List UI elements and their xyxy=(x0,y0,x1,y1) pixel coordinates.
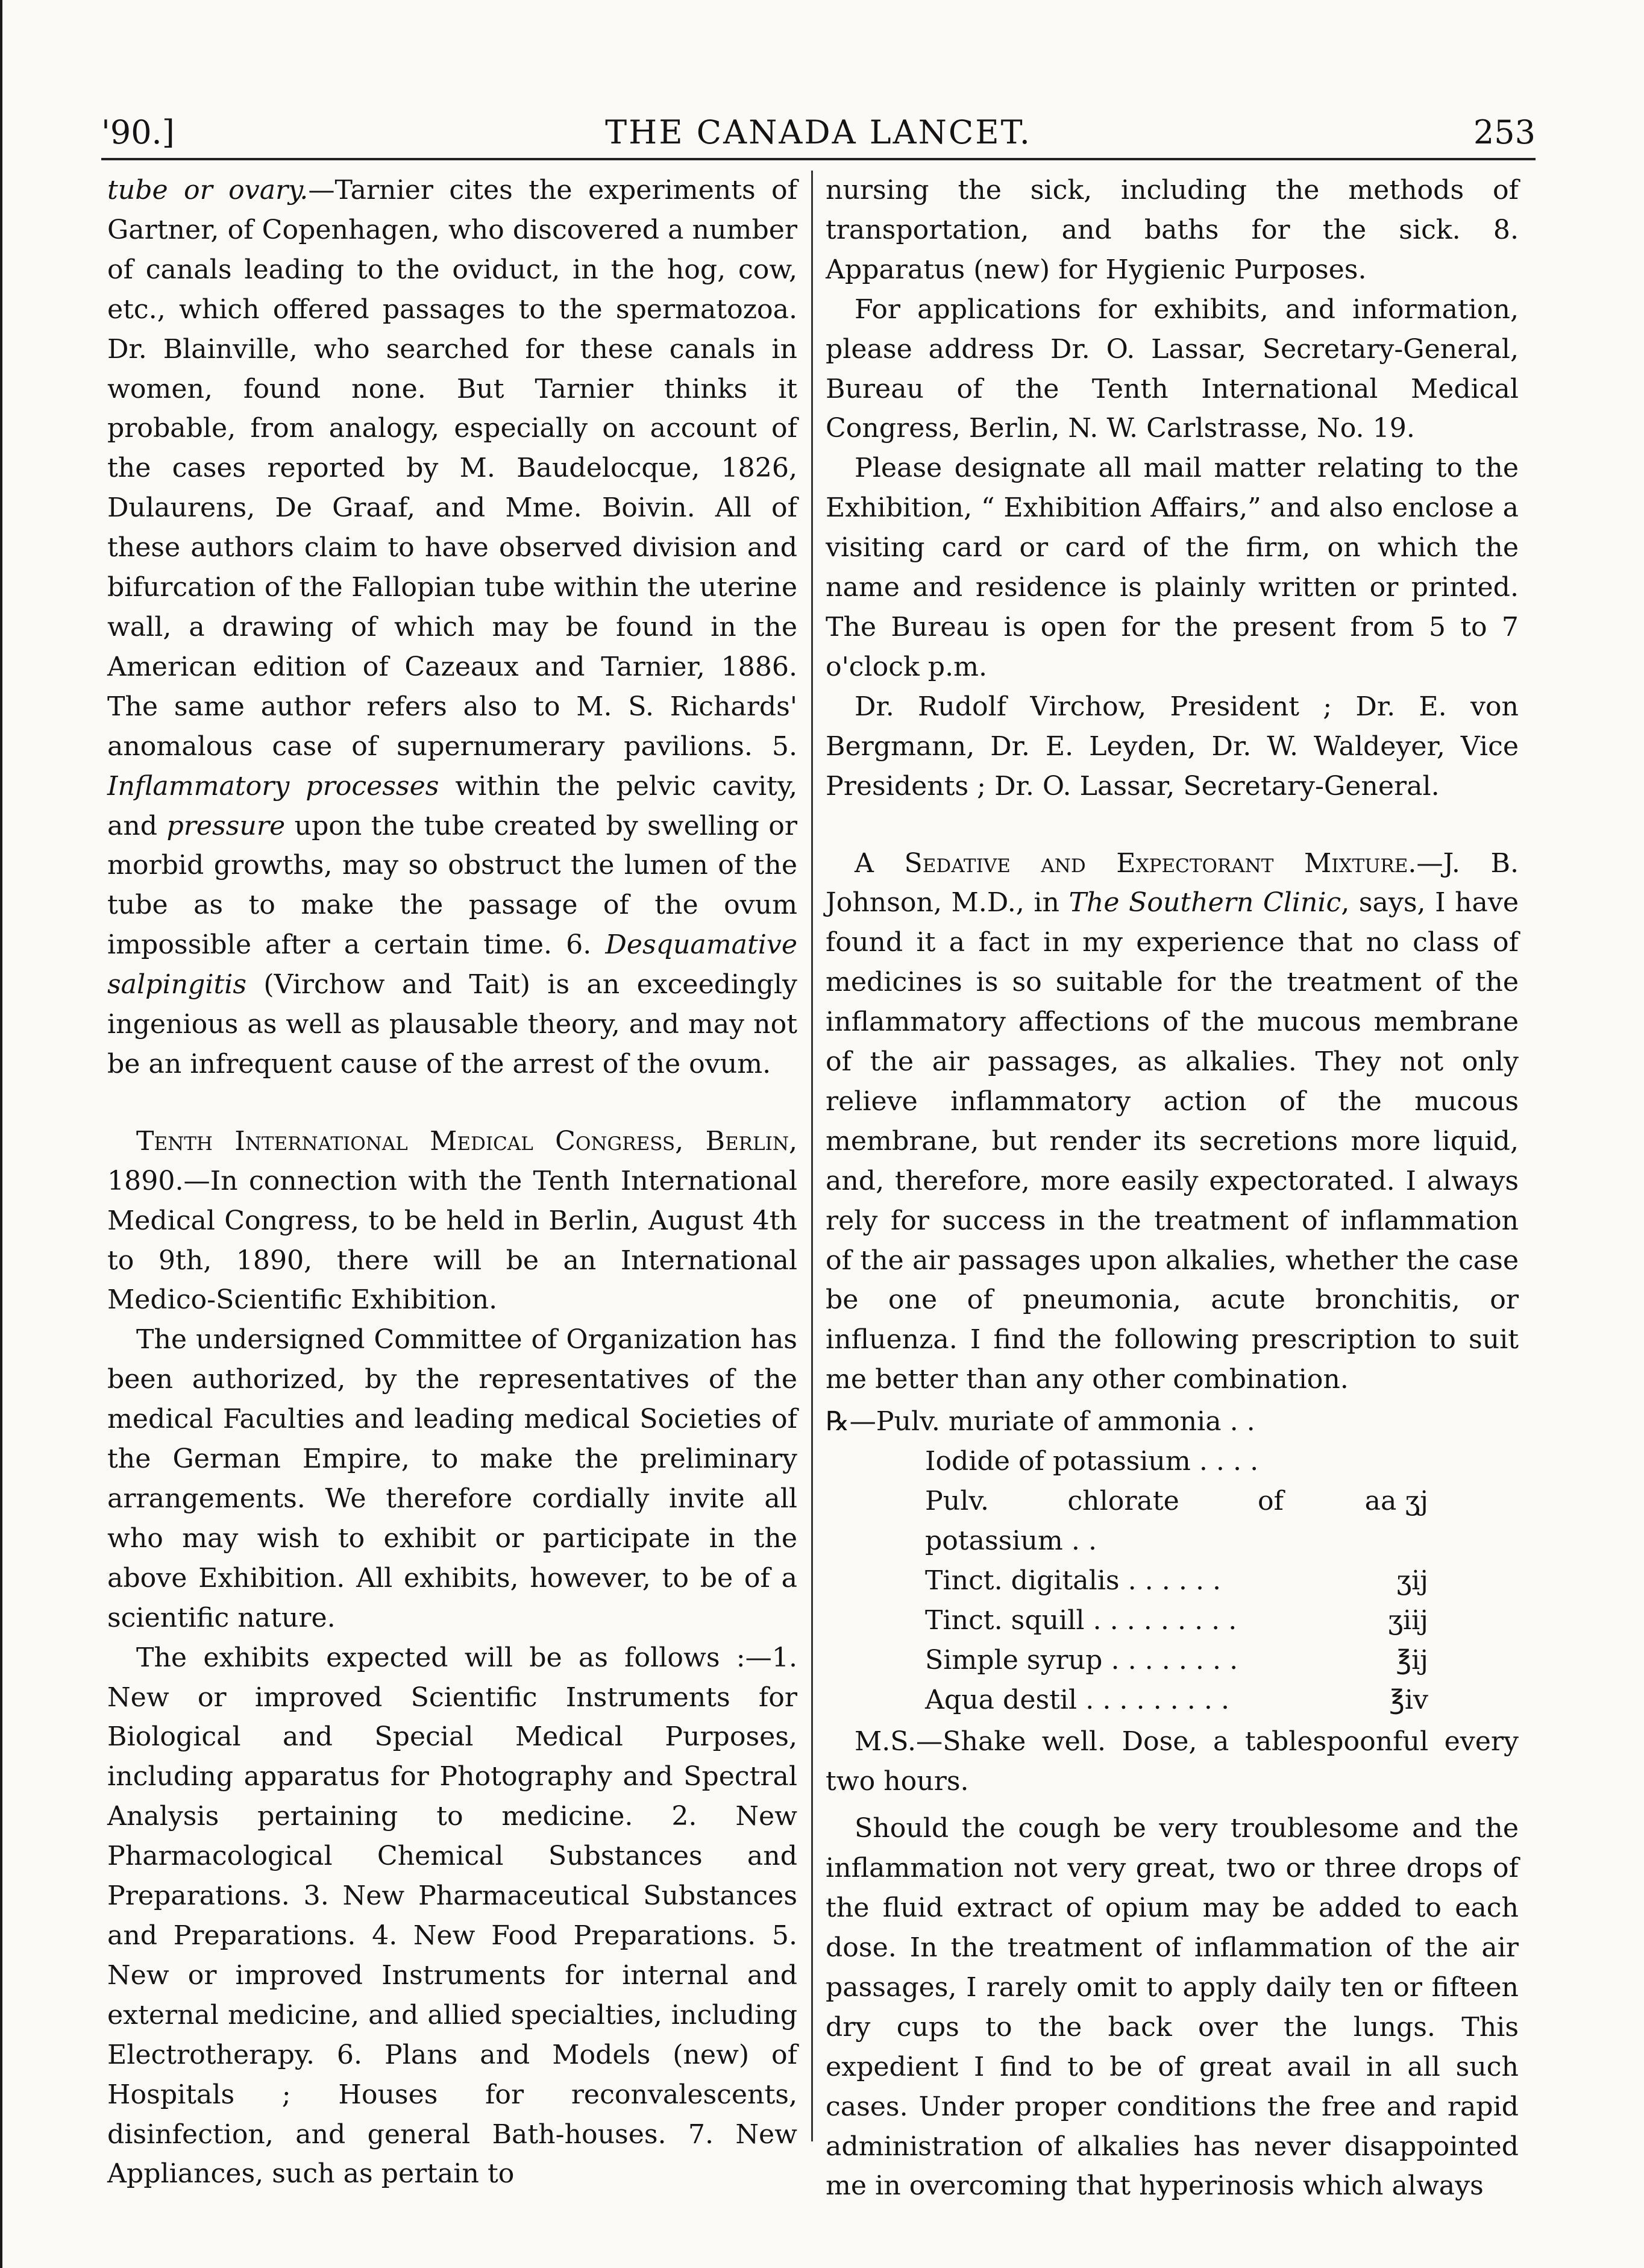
prescription-row: Pulv. chlorate of potassium . . aa ʒj xyxy=(925,1486,1428,1556)
prescription-row: Tinct. digitalis . . . . . . ʒij xyxy=(925,1565,1428,1596)
prescription-row: Iodide of potassium . . . . xyxy=(925,1446,1259,1477)
right-column xyxy=(826,171,1519,2206)
prescription-row: ℞—Pulv. muriate of ammonia . . xyxy=(826,1406,1255,1437)
header-rule xyxy=(101,158,1536,160)
cough-paragraph: Should the cough be very troublesome and the inflammation not very great, two or three drops of the fluid extract of opium may be added to each dose. In the treatment of inflammation of the air passages, I rarely omit to apply daily ten or fifteen dry cups to the back over the lungs. This expedient I find to be of great avail in all such cases. Under proper conditions the free and rapid administration of alkalies has never disappointed me in overcoming that hyperinosis which always xyxy=(826,1813,1519,2202)
mail-paragraph: Please designate all mail matter relating to the Exhibition, “ Exhibition Affairs,” and also enclose a visiting card or card of the firm, on which the name and residence is plainly written or printed. The Bureau is open for the present from 5 to 7 o'clock p.m. xyxy=(826,453,1519,682)
officers-paragraph: Dr. Rudolf Virchow, President ; Dr. E. von Bergmann, Dr. E. Leyden, Dr. W. Waldeyer, Vice Presidents ; Dr. O. Lassar, Secretary-General. xyxy=(826,691,1519,802)
page-binding-edge xyxy=(0,0,18,2268)
exhibits-paragraph: The exhibits expected will be as follows :—1. New or improved Scientific Instruments for Biological and Special Medical Purposes, including apparatus for Photography and Spectral Analysis pertaining to medicine. 2. New Pharmacological Chemical Substances and Preparations. 3. New Pharmaceutical Substances and Preparations. 4. New Food Preparations. 5. New or improved Instruments for internal and external medicine, and allied specialties, including Electrotherapy. 6. Plans and Models (new) of Hospitals ; Houses for reconvalescents, disinfection, and general Bath-houses. 7. New Appliances, such as pertain to xyxy=(107,1642,797,2190)
applications-paragraph: For applications for exhibits, and information, please address Dr. O. Lassar, Secretary-General, Bureau of the Tenth International Medical Congress, Berlin, N. W. Carlstrasse, No. 19. xyxy=(826,294,1519,444)
article-heading: A Sedative and Expectorant Mixture. xyxy=(855,847,1417,879)
running-header xyxy=(101,108,1536,157)
tarnier-paragraph: tube or ovary.—Tarnier cites the experiments of Gartner, of Copenhagen, who discovered a number of canals leading to the oviduct, in the hog, cow, etc., which offered passages to the spermatozoa. Dr. Blainville, who searched for these canals in women, found none. But Tarnier thinks it probable, from analogy, especially on account of the cases reported by M. Baudelocque, 1826, Dulaurens, De Graaf, and Mme. Boivin. All of these authors claim to have observed division and bifurcation of the Fallopian tube within the uterine wall, a drawing of which may be found in the American edition of Cazeaux and Tarnier, 1886. The same author refers also to M. S. Richards' anomalous case of supernumerary pavilions. 5. Inflammatory processes within the pelvic cavity, and pressure upon the tube created by swelling or morbid growths, may so obstruct the lumen of the tube as to make the passage of the ovum impossible after a certain time. 6. Desquamative salpingitis (Virchow and Tait) is an exceedingly ingenious as well as plausable theory, and may not be an infrequent cause of the arrest of the ovum. xyxy=(107,175,798,1079)
article-heading: Tenth International Medical Congress, Berlin, 1890. xyxy=(107,1125,797,1196)
nursing-paragraph: nursing the sick, including the methods of transportation, and baths for the sick. 8. Apparatus (new) for Hygienic Purposes. xyxy=(826,175,1519,285)
committee-paragraph: The undersigned Committee of Organization has been authorized, by the representatives of the medical Faculties and leading medical Societies of the German Empire, to make the preliminary arrangements. We therefore cordially invite all who may wish to exhibit or participate in the above Exhibition. All exhibits, however, to be of a scientific nature. xyxy=(107,1324,797,1633)
congress-article: Tenth International Medical Congress, Berlin, 1890.—In connection with the Tenth International Medical Congress, to be held in Berlin, August 4th to 9th, 1890, there will be an International Medico-Scientific Exhibition. xyxy=(107,1125,797,1316)
sedative-article: A Sedative and Expectorant Mixture.—J. B. Johnson, M.D., in The Southern Clinic, says, I have found it a fact in my experience that no class of medicines is so suitable for the treatment of the inflammatory affections of the mucous membrane of the air passages, as alkalies. They not only relieve inflammatory action of the mucous membrane, but render its secretions more liquid, and, therefore, more easily expectorated. I always rely for success in the treatment of inflammation of the air passages upon alkalies, whether the case be one of pneumonia, acute bronchitis, or influenza. I find the following prescription to suit me better than any other combination. xyxy=(826,847,1519,1395)
page-number: 253 xyxy=(1473,113,1536,151)
volume-year: '90.] xyxy=(101,113,175,151)
directions-paragraph: M.S.—Shake well. Dose, a tablespoonful every two hours. xyxy=(826,1726,1519,1797)
left-column xyxy=(107,171,797,2194)
section-lead: tube or ovary. xyxy=(107,175,309,206)
prescription-row: Aqua destil . . . . . . . . . ℥iv xyxy=(925,1684,1428,1715)
prescription-row: Tinct. squill . . . . . . . . . ʒiij xyxy=(925,1604,1428,1636)
column-divider xyxy=(811,171,813,2141)
prescription-row: Simple syrup . . . . . . . . ℥ij xyxy=(925,1644,1428,1676)
journal-title: THE CANADA LANCET. xyxy=(605,113,1032,151)
prescription-list xyxy=(826,1402,1519,1720)
